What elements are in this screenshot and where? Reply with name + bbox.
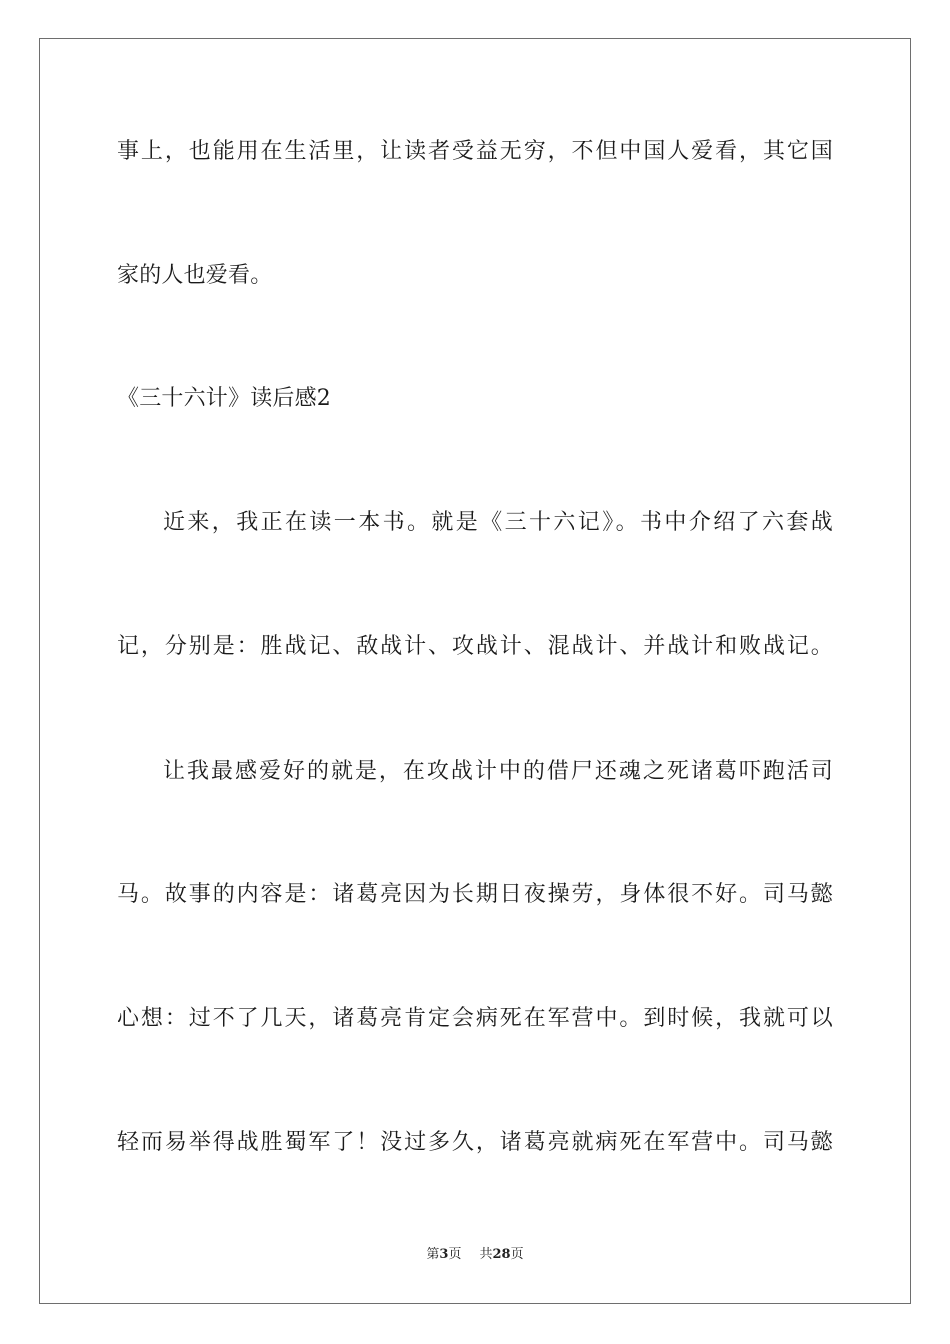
body-line-6: 马。故事的内容是：诸葛亮因为长期日夜操劳，身体很不好。司马懿 bbox=[117, 882, 833, 907]
body-line-4: 记，分别是：胜战记、敌战计、攻战计、混战计、并战计和败战记。 bbox=[117, 634, 833, 659]
page-suffix: 页 bbox=[448, 1247, 462, 1262]
total-pages: 28 bbox=[492, 1247, 511, 1262]
page-footer bbox=[0, 1246, 950, 1264]
body-line-2: 家的人也爱看。 bbox=[117, 263, 273, 288]
total-prefix: 共 bbox=[479, 1247, 493, 1262]
page-border bbox=[39, 38, 911, 1304]
body-line-7: 心想：过不了几天，诸葛亮肯定会病死在军营中。到时候，我就可以 bbox=[117, 1006, 833, 1031]
body-line-8: 轻而易举得战胜蜀军了！没过多久，诸葛亮就病死在军营中。司马懿 bbox=[117, 1130, 833, 1155]
body-line-3: 近来，我正在读一本书。就是《三十六记》。书中介绍了六套战 bbox=[163, 510, 833, 535]
body-line-1: 事上，也能用在生活里，让读者受益无穷，不但中国人爱看，其它国 bbox=[117, 139, 833, 164]
page-number: 3 bbox=[439, 1247, 449, 1262]
body-line-5: 让我最感爱好的就是，在攻战计中的借尸还魂之死诸葛吓跑活司 bbox=[163, 759, 833, 784]
section-heading: 《三十六计》读后感2 bbox=[117, 386, 331, 411]
page-prefix: 第 bbox=[426, 1247, 440, 1262]
total-suffix: 页 bbox=[510, 1247, 524, 1262]
